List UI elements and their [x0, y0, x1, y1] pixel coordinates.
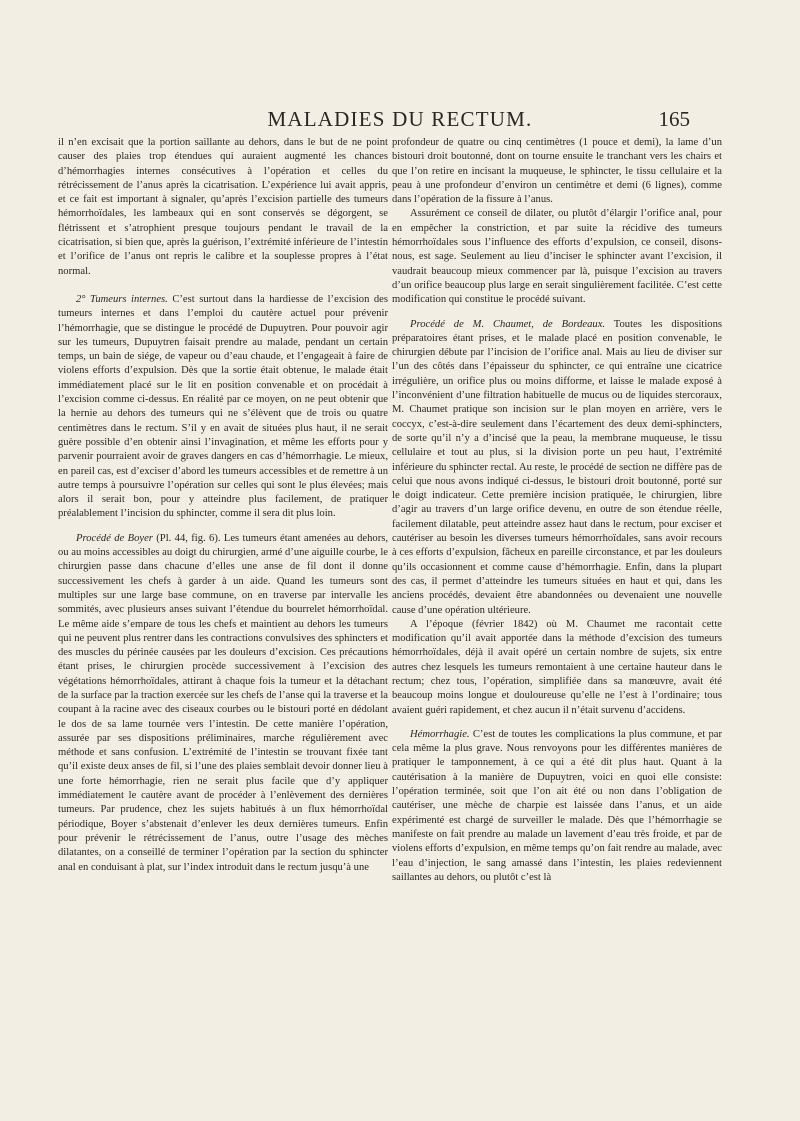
section-heading-procede-boyer: Procédé de Boyer: [76, 532, 153, 544]
right-paragraph-5: [392, 728, 722, 885]
right-paragraph-2: Assurément ce conseil de dilater, ou plutôt d’élargir l’orifice anal, pour en empêcher la constriction, et par suite la récidive des tumeurs hémorrhoïdales sous l’influence des efforts d’expulsion, ce conseil, disons-nous, est sage. Seulement au lieu d’inciser le sphincter avant l’excision, il vaudrait beaucoup mieux commencer par là, puisque l’excision au travers d’un orifice beaucoup plus large en serait singulièrement facilitée. C’est cette modification qui constitue le procédé suivant.: [392, 208, 722, 306]
right-paragraph-5-text: C’est de toutes les complications la plus commune, et par cela même la plus grave. Nous renvoyons pour les différentes manières de pratiquer le tamponnement, à ce qui a été dit plus haut. Quant à la cautérisation à la manière de Dupuytren, voici en quoi elle consiste: l’opération terminée, soit que l’on ait été ou non dans l’obligation de cautériser, une mèche de charpie est laissée dans l’anus, et un aide expérimenté est chargé de surveiller le malade. Dès que l’hémorrhagie se manifeste on fait prendre au malade un lavement d’eau très froide, et par de violens efforts d’expulsion, en même temps qu’on fait rendre au malade, avec l’eau d’injection, le sang amassé dans l’intestin, les plaies redeviennent saillantes au dehors, ou plutôt c’est là: [392, 728, 722, 883]
left-column: [58, 136, 388, 875]
right-paragraph-3-text: Toutes les dispositions préparatoires étant prises, et le malade placé en position convenable, le chirurgien débute par l’incision de l’orifice anal. Mais au lieu de diviser sur l’un des côtés dans l’épaisseur du sphincter, ce qui entraîne une cicatrice irrégulière, un orifice plus ou moins difforme, et laisse le malade exposé à l’inconvénient d’une filtration habituelle de mucus ou de liquides stercoraux, M. Chaumet pratique son incision sur le plan moyen en arrière, vers le coccyx, c’est-à-dire seulement dans l’écartement des deux demi-sphincters, de sorte qu’il n’y a d’incisé que la peau, la membrane muqueuse, le tissu cellulaire et tout au plus, si la division porte un peu haut, l’extrémité inférieure du sphincter rectal. Au reste, le procédé de section ne diffère pas de celui que nous avons indiqué ci-dessus, le bistouri droit boutonné, porté sur le doigt indicateur. Cette première incision pratiquée, le chirurgien, libre d’agir au travers d’un large orifice devenu, en outre de son étendue réelle, facilement dilatable, peut atteindre assez haut dans le rectum, pour exciser et cautériser au besoin les diverses tumeurs hémorrhoïdales, sans avoir recours à ces efforts d’expulsion, fâcheux en pareille circonstance, et par les douleurs qu’ils occasionnent et comme cause d’hémorrhagie. Enfin, dans la plupart des cas, il permet d’atteindre les tumeurs situées en haut et qui, dans les anciens procédés, devaient être abandonnées ou devenaient une nouvelle cause d’une opération ultérieure.: [392, 318, 722, 616]
section-heading-procede-chaumet: Procédé de M. Chaumet, de Bordeaux.: [410, 318, 606, 330]
section-heading-tumeurs-internes: 2° Tumeurs internes.: [76, 293, 168, 305]
right-paragraph-3: [392, 318, 722, 618]
right-paragraph-4: A l’époque (février 1842) où M. Chaumet me racontait cette modification qu’il avait apportée dans la méthode d’excision des tumeurs hémorrhoïdales, déjà il avait opéré un certain nombre de sujets, six entre autres chez lesquels les tumeurs remontaient à une certaine hauteur dans le rectum; chez tous, l’opération, simplifiée dans sa manœuvre, avait été beaucoup moins longue et douloureuse qu’elle ne l’est à l’ordinaire; tous avaient guéri rapidement, et chez aucun il n’était survenu d’accidens.: [392, 618, 722, 716]
running-title: MALADIES DU RECTUM.: [267, 107, 533, 131]
right-column: [392, 136, 722, 885]
left-paragraph-3: [58, 532, 388, 875]
left-paragraph-1: il n’en excisait que la portion saillante au dehors, dans le but de ne point causer des plaies trop étendues qui auraient augmenté les chances d’hémorrhagies internes consécutives à l’opération et celles du rétrécissement de l’anus après la cicatrisation. L’expérience lui avait appris, et ce fait est important à signaler, qu’après l’excision partielle des tumeurs hémorrhoïdales, les lambeaux qui en sont conservés se dégorgent, se flétrissent et s’atrophient presque toujours pendant le travail de la cicatrisation, si bien que, après la guérison, l’extrémité inférieure de l’intestin et l’orifice de l’anus ont repris le calibre et la souplesse propres à l’état normal.: [58, 137, 388, 277]
right-paragraph-1: profondeur de quatre ou cinq centimètres (1 pouce et demi), la lame d’un bistouri droit boutonné, dont on tourne ensuite le tranchant vers les chairs et que l’on retire en incisant la muqueuse, le sphincter, le tissu cellulaire et la peau à une profondeur d’environ un centimètre et demi (6 lignes), comme dans l’opération de la fissure à l’anus.: [392, 137, 722, 206]
left-paragraph-2: [58, 293, 388, 522]
left-paragraph-3-text: (Pl. 44, fig. 6). Les tumeurs étant amenées au dehors, ou au moins accessibles au doigt du chirurgien, armé d’une aiguille courbe, le chirurgien passe dans chacune d’elles une anse de fil dont il donne successivement les chefs à garder à un aide. Quand les tumeurs sont multiples sur une large base commune, on en traverse par intervalle les sommités, avec plusieurs anses suivant l’étendue du bourrelet hémorrhoïdal. Le même aide s’empare de tous les chefs et maintient au dehors les tumeurs qui ne peuvent plus rentrer dans les contractions convulsives des sphincters et des muscles du périnée causées par les douleurs d’excision. Ces précautions étant prises, le chirurgien procède successivement à l’excision des végétations hémorrhoïdales, attirant à chaque fois la tumeur et la détachant de la surface par la traction exercée sur les chefs de l’anse qui la traverse et la coupant à la racine avec des ciseaux courbes ou le bistouri porté en dédolant le dos de sa lame tournée vers l’intestin. De cette manière l’opération, assurée par ses dispositions préliminaires, marche régulièrement avec méthode et sans confusion. L’extrémité de l’intestin se trouvant fixée tant qu’il existe deux anses de fil, si l’une des plaies semblait devoir donner lieu à une forte hémorrhagie, rien ne serait plus facile que d’y appliquer immédiatement le cautère avant de procéder à l’enlèvement des dernières tumeurs. Par prudence, chez les sujets habitués à un flux hémorrhoïdal périodique, Boyer s’abstenait d’enlever les deux dernières tumeurs. Enfin pour prévenir le rétrécissement de l’anus, outre l’usage des mèches dilatantes, on a conseillé de terminer l’opération par la section du sphincter anal en conduisant à plat, sur l’index introduit dans le rectum jusqu’à une: [58, 532, 389, 873]
left-paragraph-2-text: C’est surtout dans la hardiesse de l’excision des tumeurs internes et dans l’emploi du cautère actuel pour prévenir l’hémorrhagie, que se distingue le procédé de Dupuytren. Pour pouvoir agir sur les tumeurs, Dupuytren faisait prendre au malade, pendant un certain temps, un bain de siége, de vapeur ou d’eau chaude, et l’engageait à faire de violens efforts d’expulsion. Dès que la sortie était obtenue, le malade était immédiatement placé sur le lit en position convenable et on procédait à l’excision comme ci-dessus. En réalité par ce moyen, on ne peut obtenir que la hernie au dehors des tumeurs qui ne s’élèvent que de trois ou quatre centimètres dans le rectum. S’il y en avait de situées plus haut, il ne serait guère possible d’en obtenir ainsi l’invagination, et même les efforts pour y parvenir pourraient avoir de graves dangers en cas d’hémorrhagie. Le mieux, en pareil cas, est d’exciser d’abord les tumeurs accessibles et de remettre à un autre temps à poursuivre l’opération sur celles qui sont le plus élevées; mais alors il serait bon, pour y atteindre plus facilement, de pratiquer préalablement l’incision du sphincter, comme il sera dit plus loin.: [58, 293, 389, 520]
section-heading-hemorrhagie: Hémorrhagie.: [410, 728, 470, 740]
page-header: [0, 104, 800, 134]
page-number: 165: [658, 107, 690, 131]
